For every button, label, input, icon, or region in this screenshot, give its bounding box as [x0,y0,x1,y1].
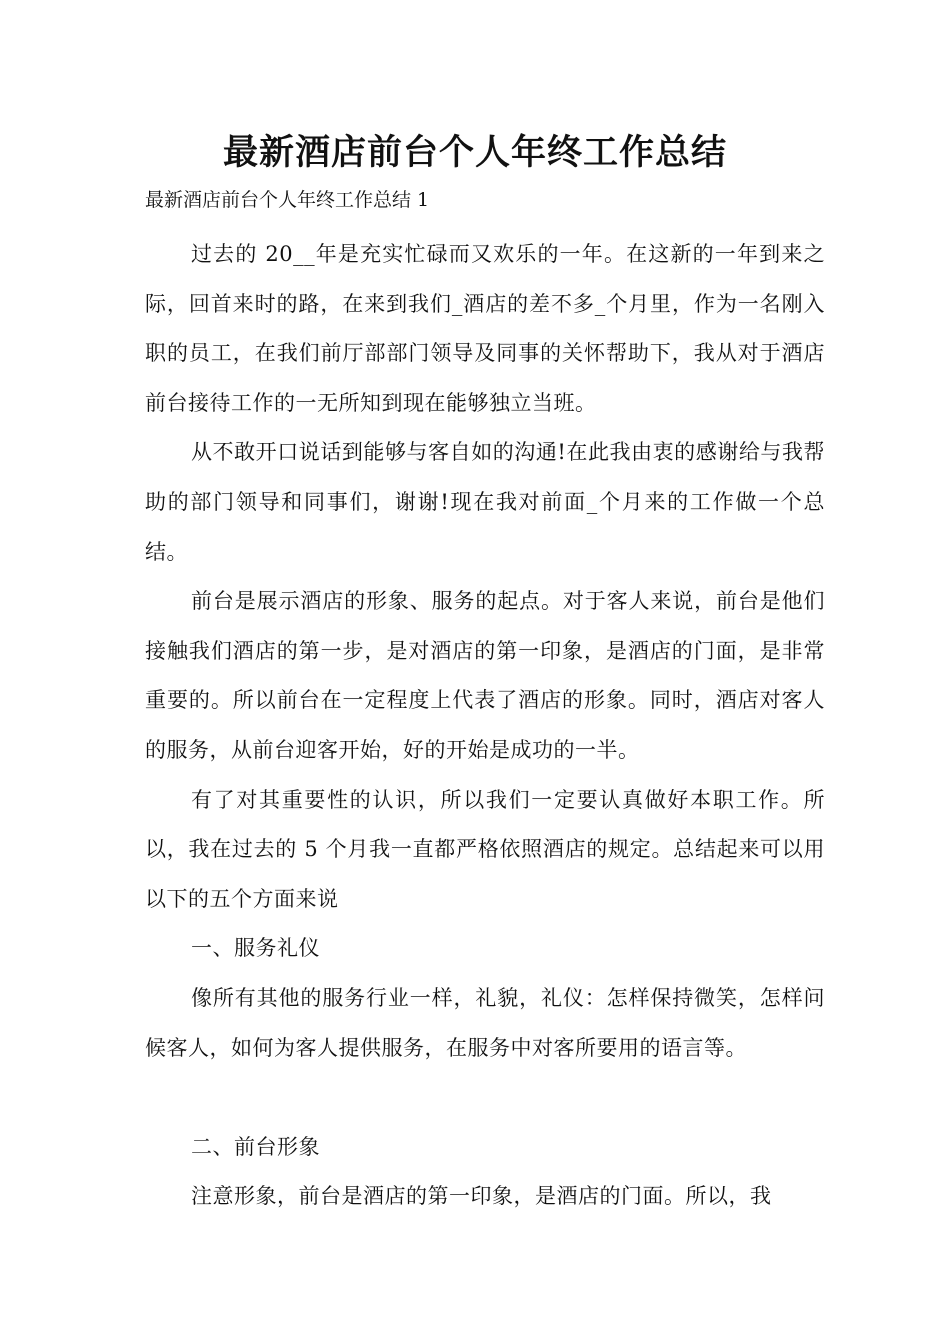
paragraph: 前台是展示酒店的形象、服务的起点。对于客人来说，前台是他们接触我们酒店的第一步，是对酒店的第一印象，是酒店的门面，是非常重要的。所以前台在一定程度上代表了酒店的形象。同时，酒店对客人的服务，从前台迎客开始，好的开始是成功的一半。 [145,589,825,762]
section-heading: 二、前台形象 [191,1134,320,1159]
document-subtitle: 最新酒店前台个人年终工作总结 1 [145,189,430,211]
paragraph: 有了对其重要性的认识，所以我们一定要认真做好本职工作。所以，我在过去的 5 个月我一直都严格依照酒店的规定。总结起来可以用以下的五个方面来说 [145,787,825,911]
paragraph: 从不敢开口说话到能够与客自如的沟通!在此我由衷的感谢给与我帮助的部门领导和同事们，谢谢!现在我对前面_个月来的工作做一个总结。 [145,440,825,564]
section-heading: 一、服务礼仪 [191,936,320,961]
blank-line [145,1073,825,1123]
paragraph: 像所有其他的服务行业一样，礼貌，礼仪：怎样保持微笑，怎样问候客人，如何为客人提供服务，在服务中对客所要用的语言等。 [145,985,825,1060]
paragraph: 注意形象，前台是酒店的第一印象，是酒店的门面。所以，我 [191,1184,772,1209]
document-body [145,230,825,1222]
document-title: 最新酒店前台个人年终工作总结 [222,133,727,173]
paragraph: 过去的 20__年是充实忙碌而又欢乐的一年。在这新的一年到来之际，回首来时的路，在来到我们_酒店的差不多_个月里，作为一名刚入职的员工，在我们前厅部部门领导及同事的关怀帮助下，我从对于酒店前台接待工作的一无所知到现在能够独立当班。 [145,242,825,415]
